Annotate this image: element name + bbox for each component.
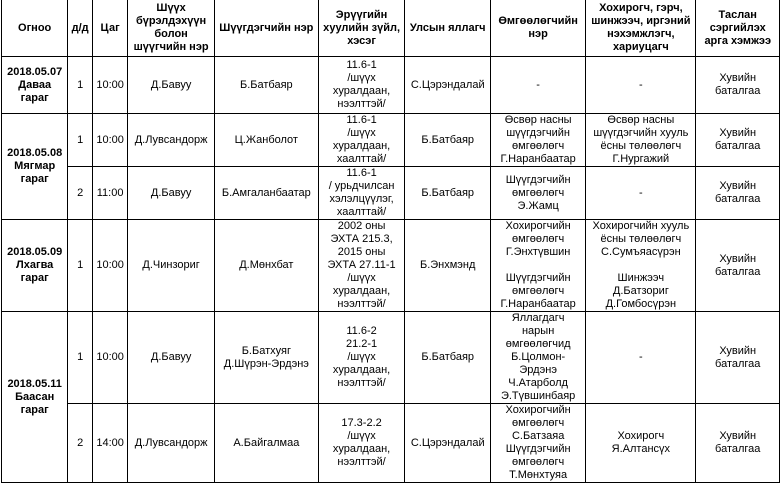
defendant-cell: Б.Батхуяг Д.Шүрэн-Эрдэнэ (214, 312, 318, 404)
number-cell: 1 (68, 57, 93, 114)
parties-cell: - (586, 57, 696, 114)
time-cell: 10:00 (92, 312, 127, 404)
measure-cell: Хувийн баталгаа (696, 114, 780, 167)
parties-cell: Өсвөр насны шүүгдэгчийн хууль ёсны төлөөлөгч Г.Нургажий (586, 114, 696, 167)
date-cell: 2018.05.11 Баасан гараг (2, 312, 68, 483)
header-defendant: Шүүгдэгчийн нэр (214, 0, 318, 57)
lawyer-cell: Өсвөр насны шүүгдэгчийн өмгөөлөгч Г.Наранбаатар (491, 114, 586, 167)
prosecutor-cell: Б.Батбаяр (405, 167, 491, 220)
prosecutor-cell: Б.Батбаяр (405, 114, 491, 167)
judge-cell: Д.Бавуу (128, 57, 215, 114)
prosecutor-cell: С.Цэрэндалай (405, 404, 491, 483)
parties-cell: - (586, 167, 696, 220)
measure-cell: Хувийн баталгаа (696, 167, 780, 220)
prosecutor-cell: Б.Энхмэнд (405, 220, 491, 312)
article-cell: 11.6-1 / урьдчилсан хэлэлцүүлэг, хаалттай/ (318, 167, 405, 220)
defendant-cell: Д.Мөнхбат (214, 220, 318, 312)
parties-cell: - (586, 312, 696, 404)
lawyer-cell: Хохирогчийн өмгөөлөгч Г.Энхтүвшин Шүүгдэгчийн өмгөөлөгч Г.Наранбаатар (491, 220, 586, 312)
table-row (2, 404, 780, 483)
date-cell: 2018.05.09 Лхагва гараг (2, 220, 68, 312)
judge-cell: Д.Бавуу (128, 312, 215, 404)
parties-cell: Хохирогчийн хууль ёсны төлөөлөгч С.Сумъяасүрэн Шинжээч Д.Батзориг Д.Гомбосүрэн (586, 220, 696, 312)
number-cell: 1 (68, 312, 93, 404)
header-article: Эрүүгийн хуулийн зүйл, хэсэг (318, 0, 405, 57)
header-row (2, 0, 780, 57)
defendant-cell: А.Байгалмаа (214, 404, 318, 483)
article-cell: 11.6-2 21.2-1 /шүүх хуралдаан, нээлттэй/ (318, 312, 405, 404)
time-cell: 11:00 (92, 167, 127, 220)
judge-cell: Д.Лувсандорж (128, 404, 215, 483)
header-parties: Хохирогч, гэрч, шинжээч, иргэний нэхэмжлэгч, хариуцагч (586, 0, 696, 57)
number-cell: 1 (68, 114, 93, 167)
date-cell: 2018.05.08 Мягмар гараг (2, 114, 68, 220)
defendant-cell: Б.Батбаяр (214, 57, 318, 114)
defendant-cell: Б.Амгаланбаатар (214, 167, 318, 220)
time-cell: 10:00 (92, 57, 127, 114)
parties-cell: Хохирогч Я.Алтансүх (586, 404, 696, 483)
time-cell: 10:00 (92, 114, 127, 167)
lawyer-cell: Яллагдагч нарын өмгөөлөгчид Б.Цолмон- Эрдэнэ Ч.Атарболд Э.Түвшинбаяр (491, 312, 586, 404)
header-lawyer: Өмгөөлөгчийн нэр (491, 0, 586, 57)
header-number: д/д (68, 0, 93, 57)
number-cell: 2 (68, 167, 93, 220)
table-row (2, 167, 780, 220)
judge-cell: Д.Лувсандорж (128, 114, 215, 167)
defendant-cell: Ц.Жанболот (214, 114, 318, 167)
article-cell: 11.6-1 /шүүх хуралдаан, хаалттай/ (318, 114, 405, 167)
measure-cell: Хувийн баталгаа (696, 57, 780, 114)
table-row (2, 312, 780, 404)
time-cell: 14:00 (92, 404, 127, 483)
lawyer-cell: Хохирогчийн өмгөөлөгч С.Батзаяа Шүүгдэгчийн өмгөөлөгч Т.Мөнхтуяа (491, 404, 586, 483)
date-cell: 2018.05.07 Даваа гараг (2, 57, 68, 114)
judge-cell: Д.Чинзориг (128, 220, 215, 312)
article-cell: 11.6-1 /шүүх хуралдаан, нээлттэй/ (318, 57, 405, 114)
measure-cell: Хувийн баталгаа (696, 312, 780, 404)
measure-cell: Хувийн баталгаа (696, 220, 780, 312)
number-cell: 2 (68, 404, 93, 483)
header-prosecutor: Улсын яллагч (405, 0, 491, 57)
header-measure: Таслан сэргийлэх арга хэмжээ (696, 0, 780, 57)
header-judge: Шүүх бүрэлдэхүүн болон шүүгчийн нэр (128, 0, 215, 57)
article-cell: 17.3-2.2 /шүүх хуралдаан, нээлттэй/ (318, 404, 405, 483)
table-row (2, 57, 780, 114)
judge-cell: Д.Бавуу (128, 167, 215, 220)
table-row (2, 114, 780, 167)
table-row (2, 220, 780, 312)
prosecutor-cell: С.Цэрэндалай (405, 57, 491, 114)
lawyer-cell: Шүүгдэгчийн өмгөөлөгч Э.Жамц (491, 167, 586, 220)
prosecutor-cell: Б.Батбаяр (405, 312, 491, 404)
court-schedule-table (1, 0, 780, 483)
time-cell: 10:00 (92, 220, 127, 312)
measure-cell: Хувийн баталгаа (696, 404, 780, 483)
number-cell: 1 (68, 220, 93, 312)
header-time: Цаг (92, 0, 127, 57)
lawyer-cell: - (491, 57, 586, 114)
header-date: Огноо (2, 0, 68, 57)
article-cell: 2002 оны ЭХТА 215.3, 2015 оны ЭХТА 27.11-1 /шүүх хуралдаан, нээлттэй/ (318, 220, 405, 312)
